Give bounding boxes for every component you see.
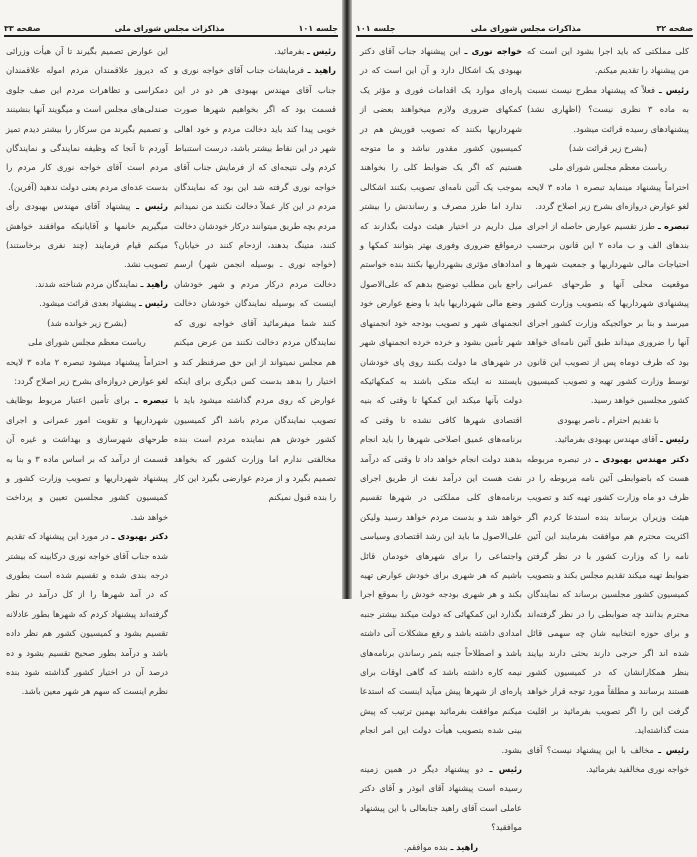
paragraph-text: آقای مهندس بهبودی بفرمائید. — [554, 434, 658, 445]
speaker-name: رئیس ـ — [658, 744, 689, 755]
paragraph-text: بنده موافقم. — [403, 841, 448, 852]
paragraph — [6, 391, 168, 527]
page-header — [4, 22, 338, 34]
speaker-name: رئیس ـ — [138, 298, 168, 309]
paragraph — [527, 741, 689, 780]
paragraph-text: با تقدیم احترام ـ ناصر بهبودی — [557, 414, 659, 425]
speaker-name: دکتر بهبودی ـ — [111, 531, 168, 542]
paragraph-text: مخالف با این پیشنهاد نیست؟ آقای خواجه نوری مخالفید بفرمائید. — [527, 744, 689, 775]
paragraph-text: احتراماً پیشنهاد مینماید تبصره ۱ ماده ۳ لایحه لغو عوارض دروازه‌ای بشرح زیر اصلاح گردد. — [527, 181, 689, 212]
page-number: صفحه ۳۳ — [4, 23, 41, 33]
paragraph-text: (بشرح زیر خوانده شد) — [47, 317, 127, 328]
page-header — [356, 22, 693, 34]
paragraph — [6, 42, 168, 197]
paragraph-text: در مورد این پیشنهاد که تقدیم شده جناب آقای خواجه نوری درکابینه که بیشتر درجه بندی شده و تقسیم شده است بطوری که در آمد شهرها را از کل درآمد در نظر گرفته‌اند پیشنهاد کردم که شهرها بطور عادلانه تقسیم بشود و کمیسیون کشور هم نظر داده باشد و درآمد بطور صحیح تقسیم بشود و ده درصد آن در اختیار کشور گذاشته شود بنده نظرم اینست که سهم هر شهر معین باشد. — [6, 531, 168, 697]
paragraph-text: این عوارض تصمیم بگیرند تا آن هیأت وزرائی که دیروز علاقمندان مردم اموله علاقمندان دمکراسی و تظاهرات مردم این صف جلوی صندلی‌های مجلس است و میگویند آنها بنشینند و تصمیم بگیرند من سرکار را بیشتر دیدم تمیز آوردم تا آنجا که وظیفه نمایندگی و نمایندگان مردم است آقای خواجه نوری کار مردم را بدست عده‌ای مردم یعنی دولت ندهید (آفرین). — [6, 46, 168, 192]
paragraph — [527, 217, 689, 411]
paragraph — [527, 430, 689, 449]
paragraph-text: ریاست معظم مجلس شورای ملی — [28, 337, 146, 348]
text-column — [527, 42, 689, 779]
paragraph — [6, 294, 168, 313]
text-column — [174, 42, 336, 508]
paragraph — [6, 353, 168, 392]
paragraph — [360, 42, 522, 760]
paragraph-text: در تبصره مربوطه هست که باضوابطی آئین نامه مربوطه را در ظرف دو ماه وزارت کشور تهیه کند و تصویب هیئت وزیران برساند بنده استدعا کردم اگر اکثریت محترم هم موافقت بفرمایند این آئین نامه را که وزارت کشور با در نظر گرفتن ضوابط تهیه میکند تقدیم مجلس بکند و بتصویب کمیسیون کشور مجلسین برساند که نمایندگان محترم بدانند چه ضوابطی را در نظر گرفته‌اند و برای حوزه انتخابیه شان چه سهمی قائل شده اند اگر حرجی دارند بحثی دارند بیایند بنظر همکارانشان که در کمیسیون کشور هستند برسانند و مطلقاً مورد توجه قرار خواهد گرفت این را اگر تصویب بفرمائید بر اقلیت منت گذاشته‌اید. — [527, 453, 689, 736]
speaker-name: رئیس ـ — [136, 201, 168, 212]
paragraph — [6, 197, 168, 275]
speaker-name: رئیس ـ — [489, 764, 522, 775]
speaker-name: راهید ـ — [140, 278, 168, 289]
speaker-name: رئیس ـ — [659, 434, 689, 445]
paragraph-text: این پیشنهاد جناب آقای دکتر بهبودی یک اشکال دارد و آن این است که در پاره‌ای موارد یک اقدامات فوری و مؤثر یک کمکهای ضروری ولازم میخواهند بعضی از شهرداریها بکنند که تصویب فوریش هم در کمیسیون کشور مقدور نباشد و ما متوجه هستیم که اگر یک ضوابط کلی را بخواهند بموجب یک آئین نامه‌ای تصویب بکنند اشکالی ندارد اما طرز مصرف و رساندنش را بیشتر میل داریم در اختیار هیئت دولت بگذارند که درمواقع ضروری وفوری بهتر بتوانند کمکها و امدادهای مؤثری بشهرداریها بکنند بنده خواستم راجع باین مطلب توضیح بدهم که علی‌الاصول وضع مالی شهرداریها باید با وضع عوارض خود انجمنهای شهر و تصویب بودجه خود انجمنهای شهر تأمین بشود و خرده خرده انجمنهای شهر در شهرهای ما دولت بکنند روی پای خودشان بایستند نه اینکه متکی باشند به کمکهائیکه دولت بآنها میکند این کمکها تا وقتی که بنیه اقتصادی شهرها کافی نشده تا وقتی که برنامه‌های عمیق اصلاحی شهرها را باید انجام بدهند دولت انجام خواهد داد تا وقتی که درآمد نفت هست این درآمد نفت از طریق اجرای برنامه‌های کلی مملکتی در شهرها تقسیم خواهد شد و بدست مردم خواهد رسید ولیکن علی‌الاصول ما باید این رشد اقتصادی وسیاسی واجتماعی را برای شهرهای خودمان قائل باشیم که هر شهری برای خودش عوارض تهیه بکند و هر شهری بودجه خودش را بموقع اجرا بگذارد این کمکهائی که دولت میکند بیشتر جنبه امدادی داشته باشد و رفع مشکلات آنی داشته باشد و اصطلاحاً جنبه بثمر رساندن برنامه‌های نیمه کاره داشته باشد که گاهی اوقات برای پاره‌ای از شهرها پیش میآید اینست که استدعا میکنم موافقت بفرمائید بهمین ترتیب که پیش بینی شده بتصویب هیأت دولت این امر انجام بشود. — [360, 46, 522, 755]
paragraph — [527, 139, 689, 158]
speaker-name: دکتر مهندس بهبودی ـ — [595, 453, 689, 464]
session-number: جلسه ۱۰۱ — [356, 23, 396, 33]
speaker-name: تبصره ـ — [134, 395, 168, 406]
right-page — [352, 0, 697, 852]
paragraph — [360, 760, 522, 838]
paragraph — [527, 178, 689, 217]
paragraph-text: فرمایشات جناب آقای خواجه نوری و جناب آقای مهندس بهبودی هر دو در این قسمت بود که اگر بخواهیم شهرها صورت خوبی پیدا کند باید دخالت مردم و خود اهالی شهر در این نقاط بیشتر باشد، درست استنباط کردم ولی نتیجه‌ای که از فرمایش جناب آقای خواجه نوری گرفته شد این بود که نمایندگان مردم در این کار عملاً دخالت نکنند من نمیدانم مردم بچه طریق میتوانند درکار خودشان دخالت کنند، متینگ بدهند، ازدحام کنند در خیابان؟ (خواجه نوری ـ بوسیله انجمن شهر) ارسم دخالت مردم درکار مردم و شهر خودشان اینست که بوسیله نمایندگان خودشان دخالت کنند شما میفرمائید آقای خواجه نوری که نمایندگان مردم دخالت نکنند من عرض میکنم هم مجلس نمیتواند از این حق صرفنظر کند و اختیار را بدهد بدست کس دیگری برای اینکه عوارض که روی مردم گذاشته میشود باید با تصویب نمایندگان مردم باشد اگر کمیسیون کشور خودش هم نماینده مردم است بنده مخالفتی ندارم اما وزارت کشور که بخواهد تصمیم بگیرد و از مردم عوارضی بگیرد این کار را بنده قبول نمیکنم — [174, 65, 336, 503]
speaker-name: خواجه نوری ـ — [464, 46, 522, 56]
paragraph-text: پیشنهاد آقای مهندس بهبودی رأی میگیریم خانمها و آقایانیکه موافقند خواهش میکنم قیام فرمایند (چند نفری برخاستند) تصویب نشد. — [6, 201, 168, 270]
paragraph-text: دو پیشنهاد دیگر در همین زمینه رسیده است پیشنهاد آقای ابوذر و آقای دکتر عاملی است آقای راهید جنابعالی با این پیشنهاد موافقید؟ — [360, 764, 522, 833]
header-rule — [4, 35, 338, 37]
paragraph — [6, 275, 168, 294]
text-column — [6, 42, 168, 702]
speaker-name: رئیس ـ — [306, 46, 336, 56]
text-column — [360, 42, 522, 857]
running-title: مذاکرات مجلس شورای ملی — [114, 23, 225, 33]
speaker-name: رئیس ـ — [658, 84, 689, 95]
paragraph — [6, 314, 168, 333]
paragraph-text: احتراماً پیشنهاد میشود تبصره ۲ ماده ۳ لایحه لغو عوارض دروازه‌ای بشرح زیر اصلاح گردد: — [6, 356, 168, 386]
paragraph-text: ریاست معظم مجلس شورای ملی — [549, 162, 667, 173]
page-number: صفحه ۳۲ — [656, 23, 693, 33]
paragraph-text: نمایندگان مردم شناخته شدند. — [35, 278, 138, 289]
book-spine — [342, 0, 352, 599]
speaker-name: راهید ـ — [307, 65, 336, 76]
paragraph-text: کلی مملکتی که باید اجرا بشود این است که من پیشنهاد را تقدیم میکنم. — [527, 46, 689, 76]
header-rule — [356, 35, 693, 37]
paragraph — [174, 42, 336, 61]
paragraph — [527, 450, 689, 741]
speaker-name: تبصره ـ — [657, 220, 689, 231]
paragraph — [6, 527, 168, 702]
paragraph — [527, 42, 689, 81]
session-number: جلسه ۱۰۱ — [298, 23, 338, 33]
paragraph-text: طرز تقسیم عوارض حاصله از اجرای بندهای الف و ب ماده ۲ این قانون برحسب احتیاجات مالی شهرداریها و جمعیت شهرها و موقعیت محلی آنها و طرحهای عمرانی پیشنهادی شهرداریها که بتصویب وزارت کشور میرسد و بنا بر حوائجیکه وزارت کشور اجرای آنها را ضروری میداند طبق آئین نامه‌ای خواهد بود که ظرف دوماه پس از تصویب این قانون توسط وزارت کشور تهیه و تصویب کمیسیون کشور مجلسین خواهد رسید. — [527, 220, 689, 406]
running-title: مذاکرات مجلس شورای ملی — [470, 23, 582, 33]
left-page — [0, 0, 342, 697]
paragraph — [527, 81, 689, 139]
speaker-name: راهید ـ — [450, 841, 479, 852]
paragraph-text: فعلاً که پیشنهاد مطرح نیست نسبت به ماده ۳ نظری نیست؟ (اظهاری نشد) پیشنهادهای رسیده قرائت میشود. — [527, 84, 689, 134]
paragraph — [360, 838, 522, 857]
paragraph — [527, 411, 689, 430]
paragraph-text: برای تأمین اعتبار مربوط بوظایف شهرداریها و تقویت امور عمرانی و اجرای طرحهای شهرسازی و بهداشت و غیره آن قسمت از درآمد که بر اساس ماده ۳ و بنا به پیشنهاد شهرداریها و تصویب وزارت کشور و کمیسیون کشور مجلسین تعیین و پرداخت خواهد شد. — [6, 395, 168, 522]
paragraph — [174, 61, 336, 507]
paragraph-text: بفرمائید. — [274, 46, 305, 56]
paragraph — [6, 333, 168, 352]
paragraph-text: پیشنهاد بعدی قرائت میشود. — [39, 298, 137, 309]
paragraph-text: (بشرح زیر قرائت شد) — [568, 143, 648, 154]
paragraph — [527, 158, 689, 177]
